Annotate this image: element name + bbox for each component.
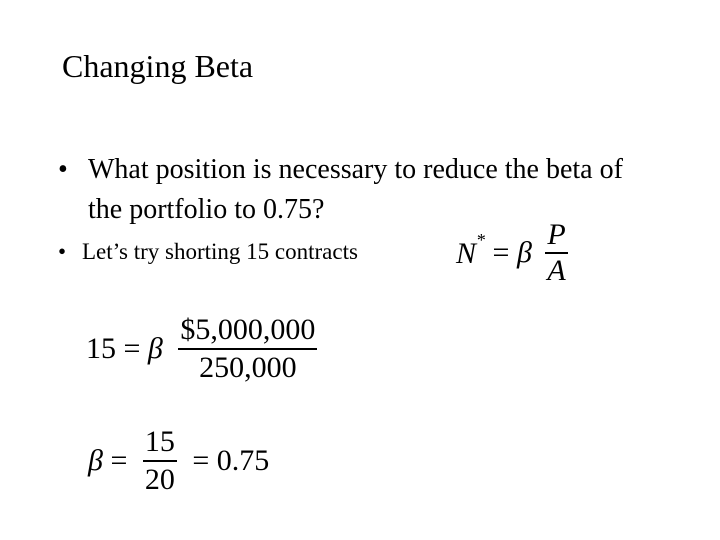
bullet-main-text: What position is necessary to reduce the beta of the portfolio to 0.75? [88, 154, 623, 225]
formula-beta: β [516, 236, 532, 269]
formula-superscript: * [476, 229, 486, 250]
formula-denominator: A [547, 254, 566, 287]
formula-lhs: N* [456, 229, 486, 270]
formula-equals: = [492, 236, 510, 269]
bullet-mark: • [58, 154, 68, 185]
equation-1-equals: = [123, 332, 141, 365]
equation-2 [88, 424, 269, 498]
formula-fraction [545, 218, 567, 288]
equation-2-beta: β [88, 444, 103, 477]
equation-2-fraction [143, 424, 177, 498]
bullet-mark: • [58, 239, 67, 264]
equation-1-denominator: 250,000 [178, 348, 317, 386]
hedge-formula [456, 218, 568, 288]
bullet-sub-text: Let’s try shorting 15 contracts [82, 239, 358, 264]
bullet-sub [58, 236, 358, 268]
equation-2-equals-2: = [192, 444, 210, 477]
equation-1-fraction [178, 312, 317, 386]
equation-1-lhs: 15 [86, 332, 116, 365]
bullet-main [58, 150, 658, 230]
equation-1 [86, 312, 317, 386]
equation-2-equals: = [110, 444, 128, 477]
equation-2-result: 0.75 [216, 444, 270, 477]
formula-numerator: P [547, 218, 566, 251]
equation-2-numerator: 15 [144, 425, 175, 458]
equation-1-numerator: $5,000,000 [180, 313, 316, 346]
equation-2-denominator: 20 [143, 460, 177, 498]
equation-1-beta: β [147, 332, 163, 365]
slide-title: Changing Beta [62, 48, 254, 84]
